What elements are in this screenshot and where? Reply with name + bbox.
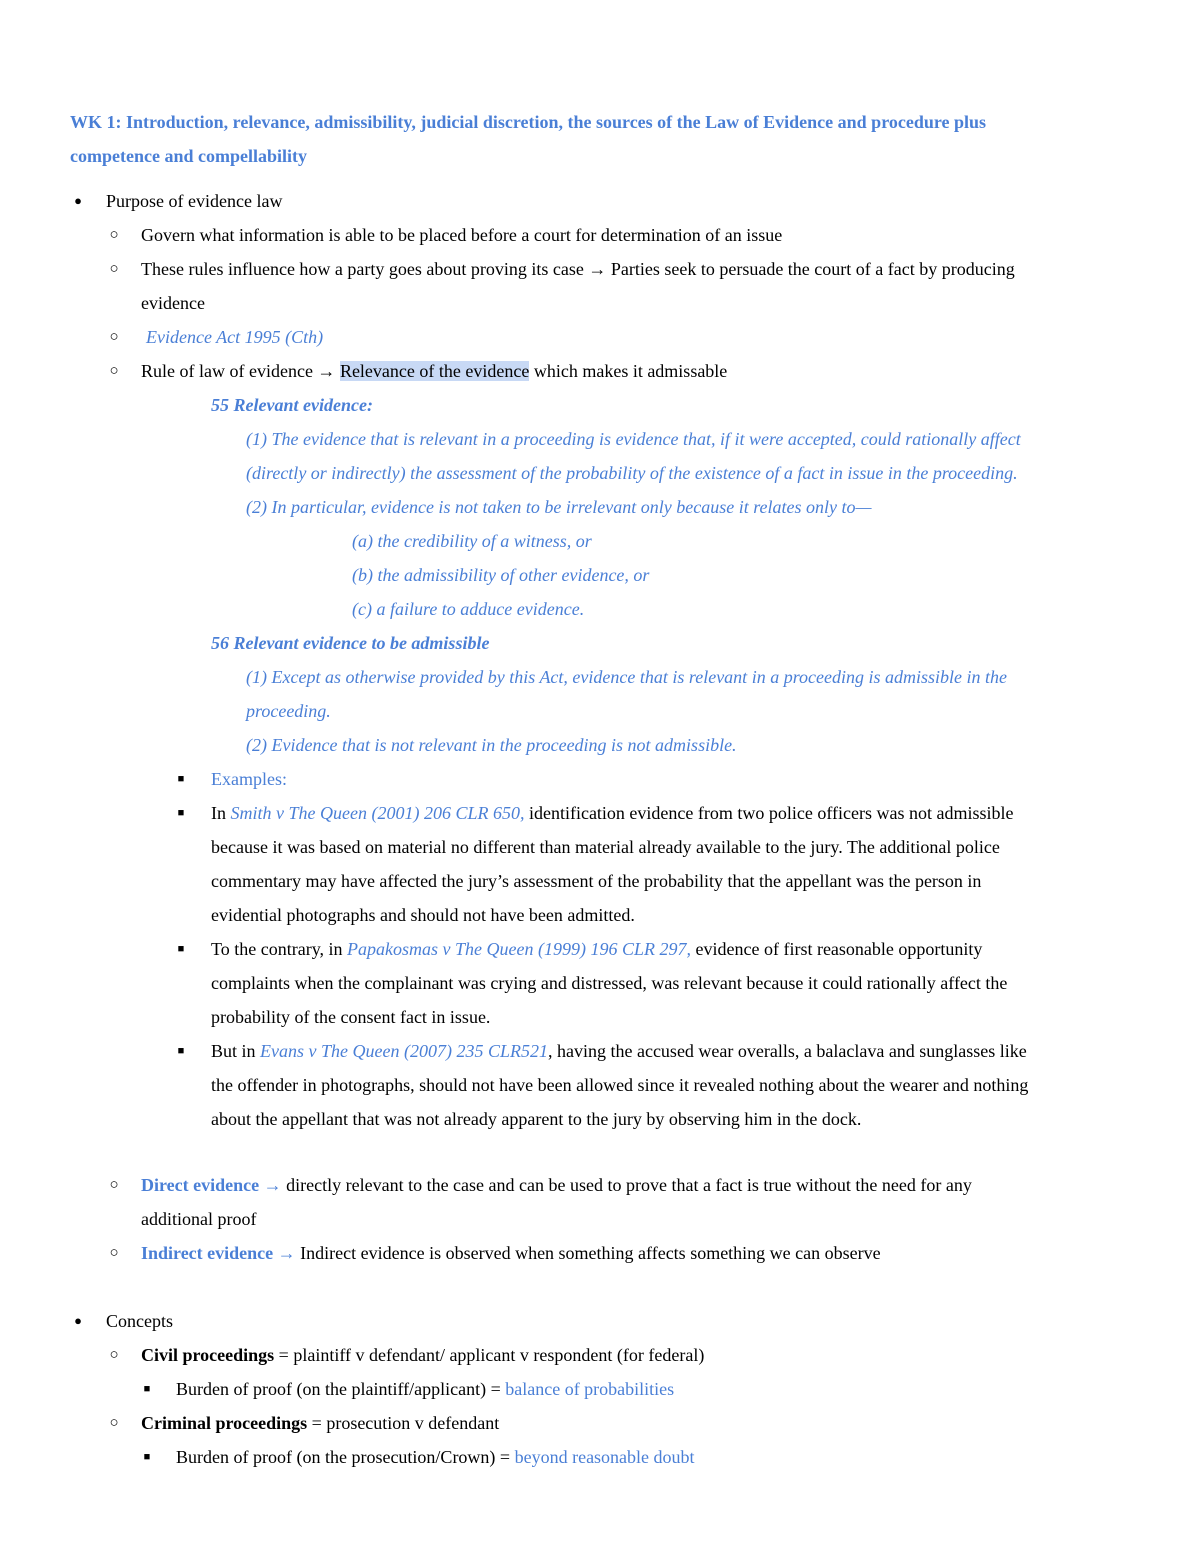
circle-bullet-icon: ○ [109, 329, 119, 345]
smith-example-line-1 [211, 796, 1014, 830]
criminal-burden-standard: beyond reasonable doubt [514, 1447, 695, 1467]
civil-proceedings-label: Civil proceedings [141, 1345, 275, 1365]
document-title-line-1: WK 1: Introduction, relevance, admissibility, judicial discretion, the sources of the Law of Evidence and procedure plus [70, 112, 987, 132]
indirect-evidence-label: Indirect evidence → [141, 1243, 296, 1263]
evans-example-line-1 [211, 1034, 1027, 1068]
direct-evidence-text: directly relevant to the case and can be used to prove that a fact is true without the need for any [281, 1175, 972, 1195]
rule-prefix: Rule of law of evidence → [141, 361, 340, 381]
square-bullet-icon: ■ [177, 943, 185, 955]
circle-bullet-icon: ○ [109, 227, 119, 243]
s55-paragraph-c: (c) a failure to adduce evidence. [352, 599, 585, 619]
direct-evidence-label: Direct evidence → [141, 1175, 282, 1195]
s55-subsection-1-line-2: (directly or indirectly) the assessment of the probability of the existence of a fact in issue in the proceeding. [246, 463, 1018, 483]
examples-label: Examples: [211, 769, 287, 789]
evans-prefix: But in [211, 1041, 261, 1061]
papakosmas-prefix: To the contrary, in [211, 939, 348, 959]
circle-bullet-icon: ○ [109, 261, 119, 277]
indirect-evidence-text: Indirect evidence is observed when something affects something we can observe [295, 1243, 881, 1263]
purpose-label: Purpose of evidence law [106, 191, 283, 211]
papakosmas-text: evidence of first reasonable opportunity [691, 939, 983, 959]
papakosmas-case-link[interactable]: Papakosmas v The Queen (1999) 196 CLR 297, [347, 939, 691, 959]
civil-burden-standard: balance of probabilities [505, 1379, 675, 1399]
criminal-proceedings-text: = prosecution v defendant [307, 1413, 500, 1433]
square-bullet-icon: ■ [177, 807, 185, 819]
s55-paragraph-a: (a) the credibility of a witness, or [352, 531, 592, 551]
evans-example-line-3: about the appellant that was not already apparent to the jury by observing him in the dock. [211, 1109, 862, 1129]
s55-subsection-2: (2) In particular, evidence is not taken to be irrelevant only because it relates only to— [246, 497, 872, 517]
criminal-burden-prefix: Burden of proof (on the prosecution/Crown) = [176, 1447, 515, 1467]
civil-proceedings-text: = plaintiff v defendant/ applicant v respondent (for federal) [274, 1345, 705, 1365]
square-bullet-icon: ■ [177, 1045, 185, 1057]
govern-text: Govern what information is able to be placed before a court for determination of an issue [141, 225, 783, 245]
smith-text: identification evidence from two police officers was not admissible [524, 803, 1014, 823]
papakosmas-example-line-2: complaints when the complainant was crying and distressed, was relevant because it could rationally affect the [211, 973, 1008, 993]
circle-bullet-icon: ○ [109, 1245, 119, 1261]
rules-text-line-1: These rules influence how a party goes about proving its case → Parties seek to persuade the court of a fact by producing [141, 259, 1015, 279]
disc-bullet-icon: ● [74, 193, 82, 208]
circle-bullet-icon: ○ [109, 1415, 119, 1431]
circle-bullet-icon: ○ [109, 1347, 119, 1363]
civil-proceedings-line [141, 1338, 704, 1372]
square-bullet-icon: ■ [177, 773, 185, 785]
disc-bullet-icon: ● [74, 1313, 82, 1328]
criminal-proceedings-line [141, 1406, 499, 1440]
civil-burden-line [176, 1372, 674, 1406]
criminal-burden-line [176, 1440, 695, 1474]
smith-case-link[interactable]: Smith v The Queen (2001) 206 CLR 650, [230, 803, 525, 823]
s56-subsection-1-line-1: (1) Except as otherwise provided by this Act, evidence that is relevant in a proceeding is admissible in the [246, 667, 1007, 687]
smith-prefix: In [211, 803, 231, 823]
document-title-line-2: competence and compellability [70, 146, 307, 166]
direct-evidence-line-2: additional proof [141, 1209, 257, 1229]
evans-case-link[interactable]: Evans v The Queen (2007) 235 CLR521 [260, 1041, 548, 1061]
s56-subsection-2: (2) Evidence that is not relevant in the proceeding is not admissible. [246, 735, 737, 755]
highlighted-text: Relevance of the evidence [339, 361, 530, 381]
evidence-act-link[interactable]: Evidence Act 1995 (Cth) [146, 327, 324, 347]
concepts-label: Concepts [106, 1311, 173, 1331]
smith-example-line-4: evidential photographs and should not have been admitted. [211, 905, 635, 925]
s55-paragraph-b: (b) the admissibility of other evidence, or [352, 565, 650, 585]
s56-heading: 56 Relevant evidence to be admissible [211, 633, 490, 653]
direct-evidence-line-1 [141, 1168, 972, 1202]
circle-bullet-icon: ○ [109, 1177, 119, 1193]
s56-subsection-1-line-2: proceeding. [246, 701, 331, 721]
circle-bullet-icon: ○ [109, 363, 119, 379]
square-bullet-icon: ■ [143, 1451, 151, 1463]
evans-example-line-2: the offender in photographs, should not have been allowed since it revealed nothing about the wearer and nothing [211, 1075, 1029, 1095]
rule-of-law-text [141, 354, 727, 388]
rule-suffix: which makes it admissable [529, 361, 728, 381]
smith-example-line-2: because it was based on material no different than material already available to the jury. The additional police [211, 837, 1000, 857]
s55-heading: 55 Relevant evidence: [211, 395, 373, 415]
papakosmas-example-line-3: probability of the consent fact in issue. [211, 1007, 491, 1027]
smith-example-line-3: commentary may have affected the jury’s assessment of the probability that the appellant was the person in [211, 871, 982, 891]
square-bullet-icon: ■ [143, 1383, 151, 1395]
rules-text-line-2: evidence [141, 293, 205, 313]
papakosmas-example-line-1 [211, 932, 982, 966]
s55-subsection-1-line-1: (1) The evidence that is relevant in a proceeding is evidence that, if it were accepted, could rationally affect [246, 429, 1021, 449]
civil-burden-prefix: Burden of proof (on the plaintiff/applicant) = [176, 1379, 506, 1399]
criminal-proceedings-label: Criminal proceedings [141, 1413, 308, 1433]
indirect-evidence-line [141, 1236, 881, 1270]
evans-text: , having the accused wear overalls, a balaclava and sunglasses like [547, 1041, 1027, 1061]
